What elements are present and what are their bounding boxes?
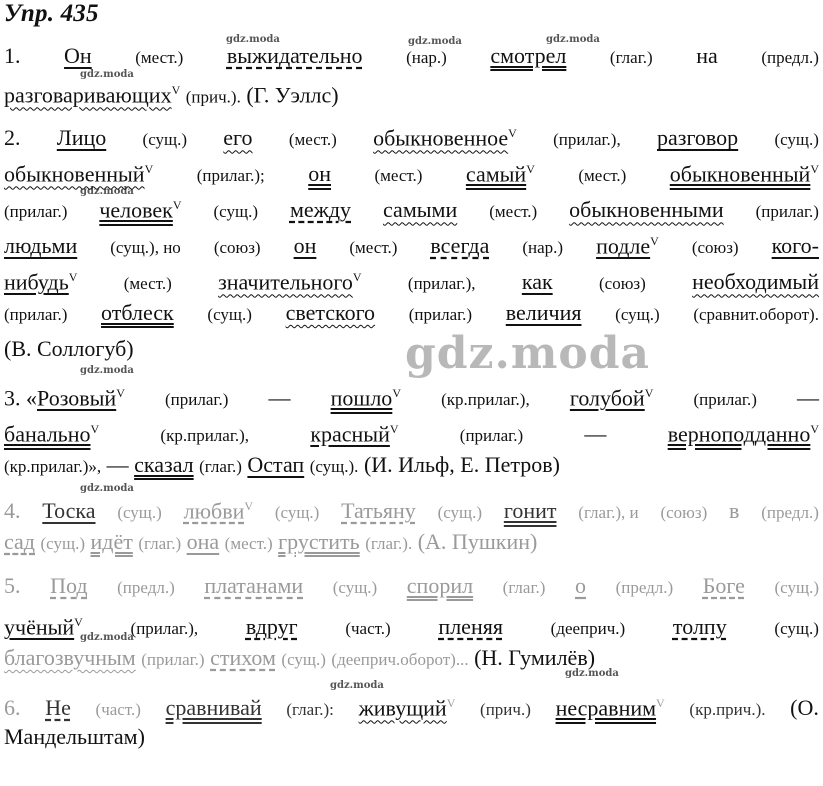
word: она (186, 529, 220, 554)
author: (А. Пушкин) (417, 529, 538, 554)
pos-tag: (мест.) (135, 48, 184, 67)
word: учёный (4, 614, 75, 640)
pos-tag: (сущ.) (774, 130, 819, 150)
pos-tag: (союз) (660, 503, 708, 523)
superscript-mark: V (90, 422, 100, 436)
watermark-small: gdz.moda (80, 632, 134, 643)
word: обыкновенный (669, 161, 811, 187)
superscript-mark: V (389, 422, 399, 436)
pos-tag: (глаг.), и (578, 503, 639, 523)
pos-tag: (прич.). (185, 87, 241, 107)
word: сказал (134, 452, 194, 477)
word: вдруг (245, 614, 298, 640)
watermark-small: gdz.moda (80, 365, 134, 376)
sentence-2-line-5 (4, 262, 819, 299)
pos-tag: (глаг.) (609, 48, 653, 67)
word: голубой (569, 385, 645, 411)
word: Лицо (56, 125, 107, 151)
superscript-mark: V (172, 198, 182, 212)
word: пленяя (438, 614, 503, 640)
pos-tag: (мест.) (374, 166, 423, 186)
sentence-2-line-7 (4, 334, 819, 364)
word: между (289, 197, 352, 223)
word: смотрел (490, 43, 567, 68)
pos-tag: (сущ.) (142, 130, 188, 150)
pos-tag: (кр.прич.). (689, 700, 766, 720)
word: отблеск (101, 300, 174, 325)
pos-tag: (сущ.) (274, 503, 320, 523)
pos-tag: (предл.) (615, 578, 674, 597)
word: Он (64, 43, 92, 68)
sentence-2-line-3 (4, 190, 819, 227)
word: его (223, 125, 253, 151)
sentence-1-line-2 (4, 75, 819, 112)
watermark-large: gdz.moda (405, 328, 651, 379)
superscript-mark: V (508, 126, 517, 140)
superscript-mark: V (644, 386, 654, 400)
pos-tag: (прилаг.), (407, 274, 476, 294)
pos-tag: (кр.прилаг.), (441, 390, 530, 410)
dash: — (106, 452, 129, 477)
word: в (729, 498, 740, 524)
sentence-5-line-2 (4, 607, 819, 644)
pos-tag: (част.) (345, 619, 391, 639)
sentence-6-line-1 (4, 688, 819, 725)
watermark-small: gdz.moda (408, 36, 462, 47)
word: кого- (771, 233, 819, 259)
pos-tag: (прилаг.) (693, 390, 757, 410)
sentence-number: 2. (4, 125, 21, 151)
pos-tag: (мест.) (349, 238, 398, 258)
pos-tag: (прилаг.) (141, 650, 205, 669)
word: он (293, 233, 317, 259)
pos-tag: (глаг.) (502, 578, 546, 597)
pos-tag: (сущ.) (774, 578, 819, 597)
pos-tag: (сущ.) (332, 578, 378, 597)
sentence-4-line-1 (4, 491, 819, 528)
pos-tag: (глаг.). (365, 534, 413, 553)
sentence-1-line-1 (4, 41, 819, 73)
pos-tag: (прилаг.), (130, 619, 199, 639)
sentence-5-line-3 (4, 643, 819, 675)
superscript-mark: V (446, 696, 456, 710)
author: (Н. Гумилёв) (474, 645, 596, 670)
pos-tag: (прилаг.) (4, 305, 68, 324)
word: всегда (430, 233, 490, 259)
superscript-mark: V (144, 162, 154, 176)
superscript-mark: V (352, 270, 362, 284)
pos-tag: (сущ.) (40, 534, 85, 553)
superscript-mark: V (650, 234, 659, 248)
pos-tag: (сущ.), но (110, 238, 181, 258)
word: людьми (4, 233, 78, 259)
pos-tag: (част.) (95, 700, 141, 720)
pos-tag: (сущ.) (281, 650, 326, 669)
pos-tag: (предл.) (761, 48, 819, 67)
sentence-2-line-4 (4, 226, 819, 263)
pos-tag: (сущ.) (117, 503, 162, 523)
word: Татьяну (341, 498, 416, 524)
pos-tag: (прилаг.); (196, 166, 265, 186)
word: Под (50, 573, 88, 598)
word: любви (183, 498, 245, 524)
word: спорил (406, 573, 474, 598)
dash: — (796, 385, 819, 411)
watermark-small: gdz.moda (80, 69, 134, 80)
pos-tag: (мест.) (224, 534, 273, 553)
superscript-mark: V (392, 386, 401, 400)
watermark-small: gdz.moda (80, 186, 134, 197)
pos-tag: (кр.прилаг.), (160, 426, 250, 446)
word: стихом (210, 645, 276, 670)
author: (О. (790, 695, 819, 721)
word: разговаривающих (4, 82, 172, 108)
author: (Г. Уэллс) (246, 82, 339, 108)
sentence-number: 3. (4, 385, 21, 411)
pos-tag: (прилаг.), (553, 130, 621, 150)
superscript-mark: V (526, 162, 535, 176)
superscript-mark: V (74, 615, 83, 629)
pos-tag: (нар.) (406, 48, 447, 67)
pos-tag: (кр.прилаг.)», (4, 457, 102, 476)
pos-tag: (мест.) (578, 166, 627, 186)
pos-tag: (прич.) (480, 700, 531, 720)
superscript-mark: V (116, 386, 125, 400)
quote-mark: « (26, 385, 37, 411)
word: разговор (657, 125, 739, 151)
watermark-small: gdz.moda (565, 668, 619, 679)
pos-tag: (прилаг.) (408, 305, 473, 324)
author: (И. Ильф, Е. Петров) (363, 452, 560, 477)
pos-tag: (глаг.): (286, 700, 334, 720)
superscript-mark: V (68, 270, 78, 284)
pos-tag: (предл.) (117, 578, 175, 597)
pos-tag: (сущ.) (213, 202, 258, 222)
word: живущий (358, 695, 447, 721)
word: Тоска (42, 498, 96, 524)
word: обыкновенными (569, 197, 724, 223)
pos-tag: (сущ.) (615, 305, 660, 324)
pos-tag: (мест.) (288, 130, 337, 150)
pos-tag: (сущ.) (437, 503, 483, 523)
word: обыкновенное (373, 125, 509, 151)
word: Боге (702, 573, 745, 598)
exercise-title: Упр. 435 (4, 0, 99, 27)
word: сравнивай (165, 695, 262, 721)
sentence-number: 6. (4, 695, 21, 721)
pos-tag: (глаг.) (138, 534, 182, 553)
pos-tag: (прилаг.) (4, 202, 68, 222)
author: (В. Соллогуб) (4, 336, 134, 361)
pos-tag: (союз) (213, 238, 261, 258)
superscript-mark: V (810, 162, 819, 176)
word: платанами (204, 573, 304, 598)
superscript-mark: V (656, 696, 665, 710)
pos-tag: (прилаг.) (755, 202, 819, 222)
word: красный (310, 421, 390, 447)
word: благозвучным (4, 645, 136, 670)
word: несравним (555, 695, 657, 721)
superscript-mark: V (171, 83, 181, 97)
pos-tag: (нар.) (522, 238, 564, 258)
pos-tag: (прилаг.) (459, 426, 524, 446)
word: Розовый (37, 385, 117, 411)
sentence-2-line-1 (4, 118, 819, 155)
word: Остап (247, 452, 305, 477)
word: выжидательно (226, 43, 363, 68)
sentence-5-line-1 (4, 571, 819, 603)
word: толпу (672, 614, 727, 640)
word: он (308, 161, 331, 187)
pos-tag: (сравнит.оборот). (693, 305, 819, 324)
word: верноподданно (667, 421, 811, 447)
dash: — (584, 421, 607, 447)
watermark-small: gdz.moda (226, 34, 280, 45)
author: Мандельштам) (4, 724, 145, 749)
word: необходимый (692, 269, 819, 295)
pos-tag: (прилаг.) (165, 390, 229, 410)
sentence-6-line-2 (4, 722, 819, 752)
word: самыми (383, 197, 458, 223)
sentence-number: 4. (4, 498, 21, 524)
word: гонит (503, 498, 557, 524)
superscript-mark: V (810, 422, 819, 436)
sentence-3-line-3 (4, 450, 819, 482)
word: самый (465, 161, 527, 187)
word: на (696, 43, 718, 68)
word: идёт (90, 529, 133, 554)
word: подле (596, 233, 651, 259)
word: значительного (218, 269, 353, 295)
word: нибудь (4, 269, 69, 295)
pos-tag: (дееприч.оборот)... (331, 650, 469, 669)
word: Не (45, 695, 71, 721)
sentence-2-line-2 (4, 154, 819, 191)
word: обыкновенный (4, 161, 145, 187)
word: человек (99, 197, 173, 223)
sentence-4-line-2 (4, 527, 819, 559)
sentence-number: 1. (4, 43, 21, 68)
sentence-3-line-1 (4, 378, 819, 415)
dash: — (268, 385, 291, 411)
pos-tag: (сущ.). (309, 457, 359, 476)
word: светского (285, 300, 376, 325)
sentence-3-line-2 (4, 414, 819, 451)
word: величия (505, 300, 582, 325)
watermark-small: gdz.moda (330, 680, 384, 691)
sentence-number: 5. (4, 573, 21, 598)
sentence-2-line-6 (4, 298, 819, 330)
word: пошло (330, 385, 393, 411)
pos-tag: (мест.) (123, 274, 172, 294)
watermark-small: gdz.moda (546, 34, 600, 45)
pos-tag: (предл.) (761, 503, 819, 523)
watermark-small: gdz.moda (80, 483, 134, 494)
pos-tag: (мест.) (489, 202, 538, 222)
word: грустить (278, 529, 360, 554)
pos-tag: (сущ.) (774, 619, 819, 639)
word: как (521, 269, 553, 295)
pos-tag: (союз) (691, 238, 739, 258)
pos-tag: (союз) (598, 274, 646, 294)
superscript-mark: V (244, 499, 254, 513)
word: банально (4, 421, 91, 447)
word: о (575, 573, 586, 598)
pos-tag: (глаг.) (199, 457, 242, 476)
pos-tag: (дееприч.) (550, 619, 626, 639)
pos-tag: (сущ.) (207, 305, 252, 324)
word: сад (4, 529, 35, 554)
